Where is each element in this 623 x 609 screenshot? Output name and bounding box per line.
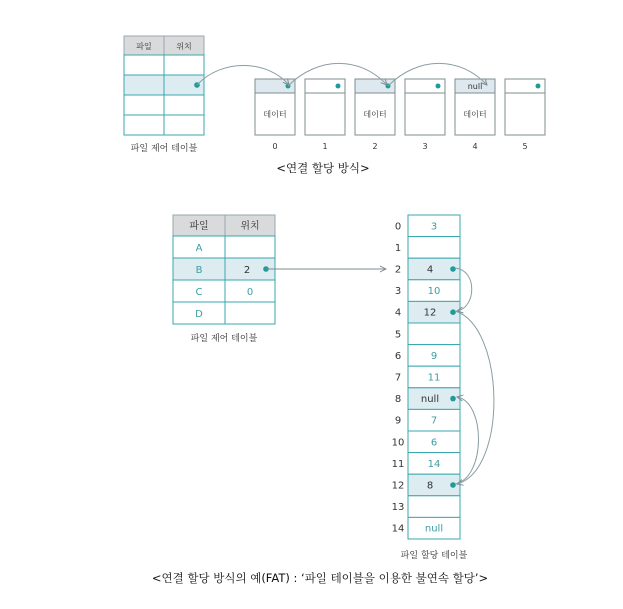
block-1-index: 1 xyxy=(322,142,328,151)
block-3 xyxy=(405,79,445,151)
bottom-table-caption: 파일 제어 테이블 xyxy=(190,334,258,344)
fat-value: 10 xyxy=(427,286,441,298)
fat-index: 11 xyxy=(391,458,405,470)
top-cell xyxy=(164,115,204,135)
block-2-label: 데이터 xyxy=(363,110,387,119)
block-4-label: 데이터 xyxy=(463,110,487,119)
block-4-null-label: null xyxy=(467,82,483,91)
top-header-file: 파일 xyxy=(136,42,152,51)
top-table-caption: 파일 제어 테이블 xyxy=(130,144,198,154)
block-1-body xyxy=(305,93,345,135)
top-data-blocks xyxy=(197,63,545,151)
fat-index: 2 xyxy=(394,264,402,276)
block-0-index: 0 xyxy=(272,142,278,151)
bottom-header-pos: 위치 xyxy=(240,221,260,232)
block-1 xyxy=(305,79,345,151)
row-a-file: A xyxy=(195,243,203,254)
row-c-pos: 0 xyxy=(246,287,254,298)
fat-index: 8 xyxy=(394,394,402,406)
fat-index: 4 xyxy=(394,307,402,319)
fat-index: 9 xyxy=(394,415,402,427)
fat-value: null xyxy=(424,523,444,535)
fat-value: 6 xyxy=(430,437,438,449)
top-cell-selected xyxy=(124,75,164,95)
row-b-pos: 2 xyxy=(243,265,251,276)
top-cell xyxy=(124,95,164,115)
bottom-table-cell xyxy=(225,236,275,258)
fat-index: 5 xyxy=(394,329,402,341)
top-cell xyxy=(124,115,164,135)
block-3-dot xyxy=(436,84,441,89)
bottom-file-control-table xyxy=(173,215,275,344)
fat-cell xyxy=(408,237,460,259)
fat-value: 11 xyxy=(427,372,441,384)
row-b-file: B xyxy=(195,265,203,276)
file-allocation-table xyxy=(392,215,460,539)
bottom-header-file: 파일 xyxy=(189,221,209,232)
fat-index: 0 xyxy=(394,221,402,233)
fat-value: 14 xyxy=(427,458,441,470)
row-d-file: D xyxy=(195,309,203,320)
block-0-label: 데이터 xyxy=(263,110,287,119)
top-cell xyxy=(164,95,204,115)
fat-caption: 파일 할당 테이블 xyxy=(400,551,468,561)
block-4-index: 4 xyxy=(472,142,478,151)
fat-cell xyxy=(408,323,460,345)
top-file-control-table xyxy=(124,36,204,154)
fat-value: 3 xyxy=(430,221,438,233)
top-cell xyxy=(164,55,204,75)
block-3-index: 3 xyxy=(422,142,428,151)
fat-value: null xyxy=(420,394,440,406)
fat-index: 7 xyxy=(394,372,402,384)
top-cell xyxy=(124,55,164,75)
fat-index: 12 xyxy=(391,480,405,492)
block-5-index: 5 xyxy=(522,142,528,151)
fat-cell xyxy=(408,496,460,518)
block-0 xyxy=(255,79,295,151)
row-c-file: C xyxy=(195,287,203,298)
block-2 xyxy=(355,79,395,151)
block-2-index: 2 xyxy=(372,142,378,151)
fat-value: 8 xyxy=(426,480,434,492)
fat-value: 12 xyxy=(423,307,437,319)
fat-pointer-dot xyxy=(450,396,456,402)
fat-index: 10 xyxy=(391,437,405,449)
block-5 xyxy=(505,79,545,151)
fat-value: 4 xyxy=(426,264,434,276)
fat-index: 3 xyxy=(394,286,402,298)
fat-index: 13 xyxy=(391,502,405,514)
fat-link-arc-4-to-12 xyxy=(455,311,494,484)
block-1-dot xyxy=(336,84,341,89)
block-4 xyxy=(455,79,495,151)
bottom-caption: <연결 할당 방식의 예(FAT) : ‘파일 테이블을 이용한 불연속 할당’> xyxy=(151,571,489,585)
fat-index: 6 xyxy=(394,350,402,362)
top-header-pos: 위치 xyxy=(176,42,192,51)
fat-pointer-dot xyxy=(450,309,456,315)
fat-index: 14 xyxy=(391,523,405,535)
fat-index: 1 xyxy=(394,242,402,254)
fat-pointer-dot xyxy=(450,482,456,488)
fat-value: 7 xyxy=(430,415,438,427)
block-5-dot xyxy=(536,84,541,89)
fat-value: 9 xyxy=(430,350,438,362)
bottom-table-cell xyxy=(225,302,275,324)
fat-pointer-dot xyxy=(450,266,456,272)
block-5-body xyxy=(505,93,545,135)
block-3-body xyxy=(405,93,445,135)
top-caption: <연결 할당 방식> xyxy=(276,161,370,175)
